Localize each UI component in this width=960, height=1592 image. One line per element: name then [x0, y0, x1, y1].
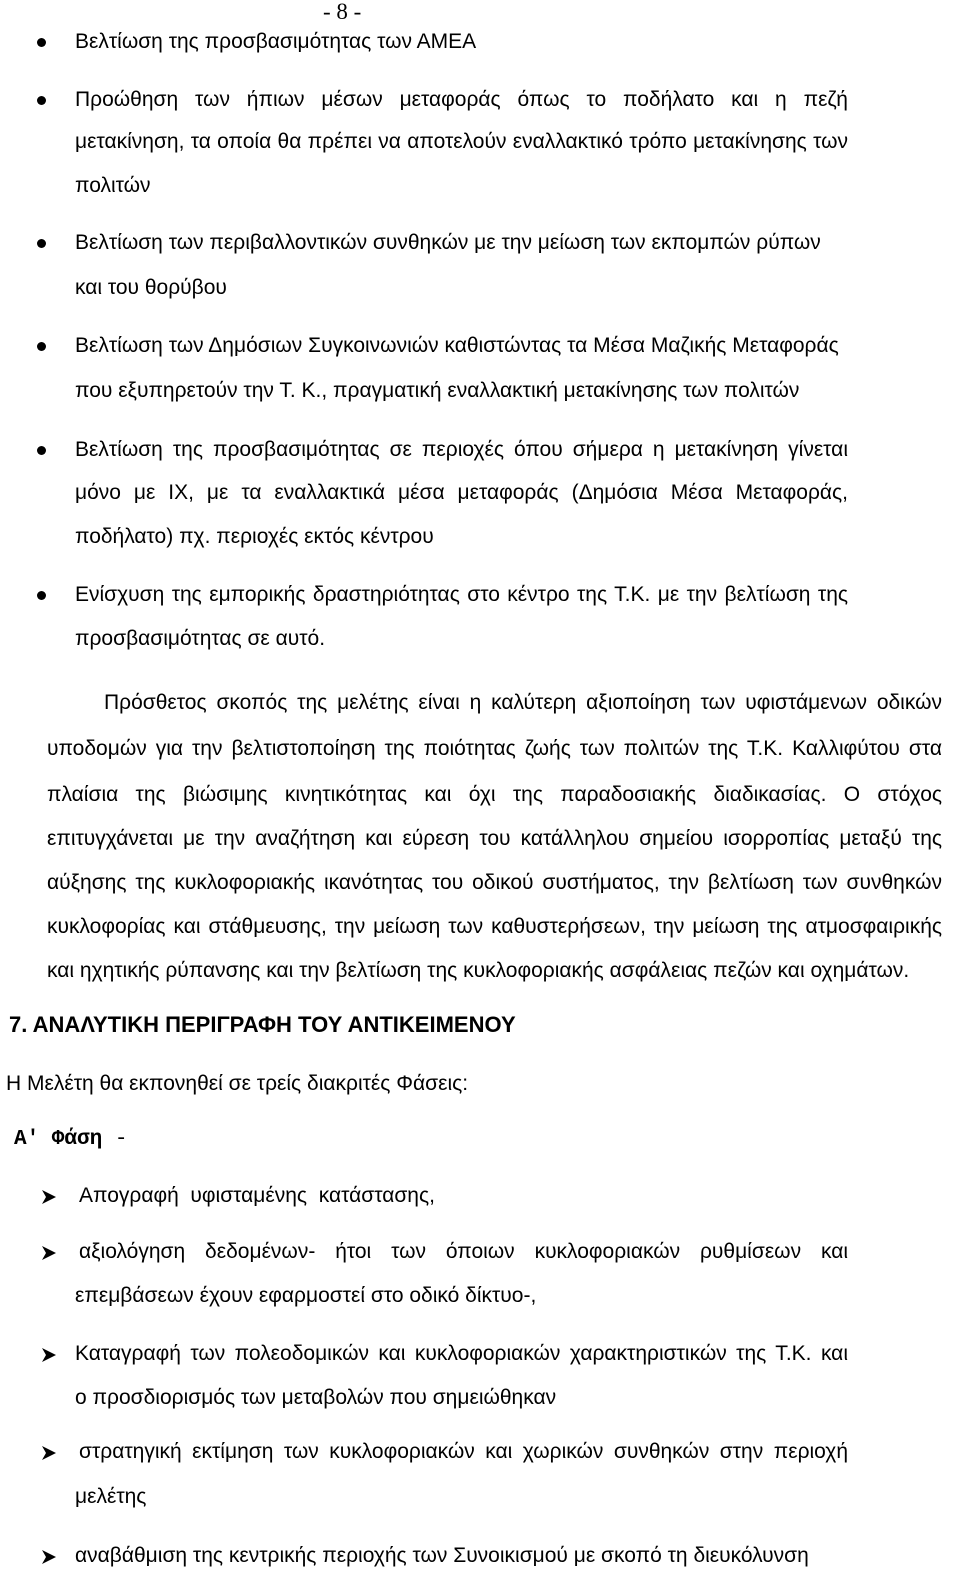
paragraph-line: επιτυγχάνεται με την αναζήτηση και εύρεση του κατάλληλου σημείου ισορροπίας μεταξύ της — [47, 827, 942, 850]
bullet-icon — [37, 96, 46, 105]
phases-intro: Η Μελέτη θα εκπονηθεί σε τρείς διακριτές Φάσεις: — [6, 1072, 469, 1095]
bullet-icon — [37, 446, 46, 455]
list-item: μόνο με ΙΧ, με τα εναλλακτικά μέσα μεταφοράς (Δημόσια Μέσα Μεταφοράς, — [75, 481, 848, 504]
bullet-icon — [37, 591, 46, 600]
list-item: και του θορύβου — [75, 276, 227, 299]
page-number: - 8 - — [323, 0, 362, 24]
list-item: Βελτίωση των περιβαλλοντικών συνθηκών με την μείωση των εκπομπών ρύπων — [75, 231, 821, 254]
list-item: πολιτών — [75, 174, 151, 197]
list-item: προσβασιμότητας σε αυτό. — [75, 627, 326, 650]
arrow-bullet-icon — [40, 1244, 58, 1262]
list-item: μετακίνηση, τα οποία θα πρέπει να αποτελούν εναλλακτικό τρόπο μετακίνησης των — [75, 130, 848, 153]
list-item: ο προσδιορισμός των μεταβολών που σημειώθηκαν — [75, 1386, 557, 1409]
list-item: Βελτίωση των Δημόσιων Συγκοινωνιών καθιστώντας τα Μέσα Μαζικής Μεταφοράς — [75, 334, 839, 357]
list-item: Απογραφή υφισταμένης κατάστασης, — [79, 1184, 435, 1207]
paragraph-line: αύξησης της κυκλοφοριακής ικανότητας του οδικού συστήματος, την βελτίωση των συνθηκών — [47, 871, 942, 894]
list-item: που εξυπηρετούν την Τ. Κ., πραγματική εναλλακτική μετακίνησης των πολιτών — [75, 379, 800, 402]
list-item: Βελτίωση της προσβασιμότητας των ΑΜΕΑ — [75, 30, 477, 53]
paragraph-line: κυκλοφορίας και στάθμευσης, την μείωση των καθυστερήσεων, την μείωση της ατμοσφαιρικής — [47, 915, 942, 938]
paragraph-line: και ηχητικής ρύπανσης και την βελτίωση της κυκλοφοριακής ασφάλειας πεζών και οχημάτων. — [47, 959, 910, 982]
paragraph-line: Πρόσθετος σκοπός της μελέτης είναι η καλύτερη αξιοποίηση των υφιστάμενων οδικών — [104, 691, 942, 714]
list-item: Ενίσχυση της εμπορικής δραστηριότητας στο κέντρο της Τ.Κ. με την βελτίωση της — [75, 583, 848, 606]
arrow-bullet-icon — [40, 1548, 58, 1566]
paragraph-line: υποδομών για την βελτιστοποίηση της ποιότητας ζωής των πολιτών της Τ.Κ. Καλλιφύτου στα — [47, 737, 942, 760]
bullet-icon — [37, 239, 46, 248]
section-heading: 7. ΑΝΑΛΥΤΙΚΗ ΠΕΡΙΓΡΑΦΗ ΤΟΥ ΑΝΤΙΚΕΙΜΕΝΟΥ — [9, 1012, 516, 1037]
bullet-icon — [37, 38, 46, 47]
list-item: Καταγραφή των πολεοδομικών και κυκλοφοριακών χαρακτηριστικών της Τ.Κ. και — [75, 1342, 848, 1365]
list-item: μελέτης — [75, 1485, 147, 1508]
list-item: στρατηγική εκτίμηση των κυκλοφοριακών και χωρικών συνθηκών στην περιοχή — [79, 1440, 848, 1463]
arrow-bullet-icon — [40, 1444, 58, 1462]
list-item: επεμβάσεων έχουν εφαρμοστεί στο οδικό δίκτυο-, — [75, 1284, 537, 1307]
phase-label — [14, 1126, 127, 1154]
list-item: αναβάθμιση της κεντρικής περιοχής των Συνοικισμού με σκοπό τη διευκόλυνση — [75, 1544, 809, 1567]
list-item: αξιολόγηση δεδομένων- ήτοι των όποιων κυκλοφοριακών ρυθμίσεων και — [79, 1240, 848, 1263]
arrow-bullet-icon — [40, 1346, 58, 1364]
list-item: ποδήλατο) πχ. περιοχές εκτός κέντρου — [75, 525, 434, 548]
arrow-bullet-icon — [40, 1188, 58, 1206]
phase-dash: - — [114, 1128, 128, 1151]
list-item: Βελτίωση της προσβασιμότητας σε περιοχές όπου σήμερα η μετακίνηση γίνεται — [75, 438, 848, 461]
list-item: Προώθηση των ήπιων μέσων μεταφοράς όπως το ποδήλατο και η πεζή — [75, 88, 848, 111]
bullet-icon — [37, 342, 46, 351]
paragraph-line: πλαίσια της βιώσιμης κινητικότητας και όχι της παραδοσιακής διαδικασίας. Ο στόχος — [47, 783, 942, 806]
phase-title: Α' Φάση — [14, 1128, 103, 1151]
